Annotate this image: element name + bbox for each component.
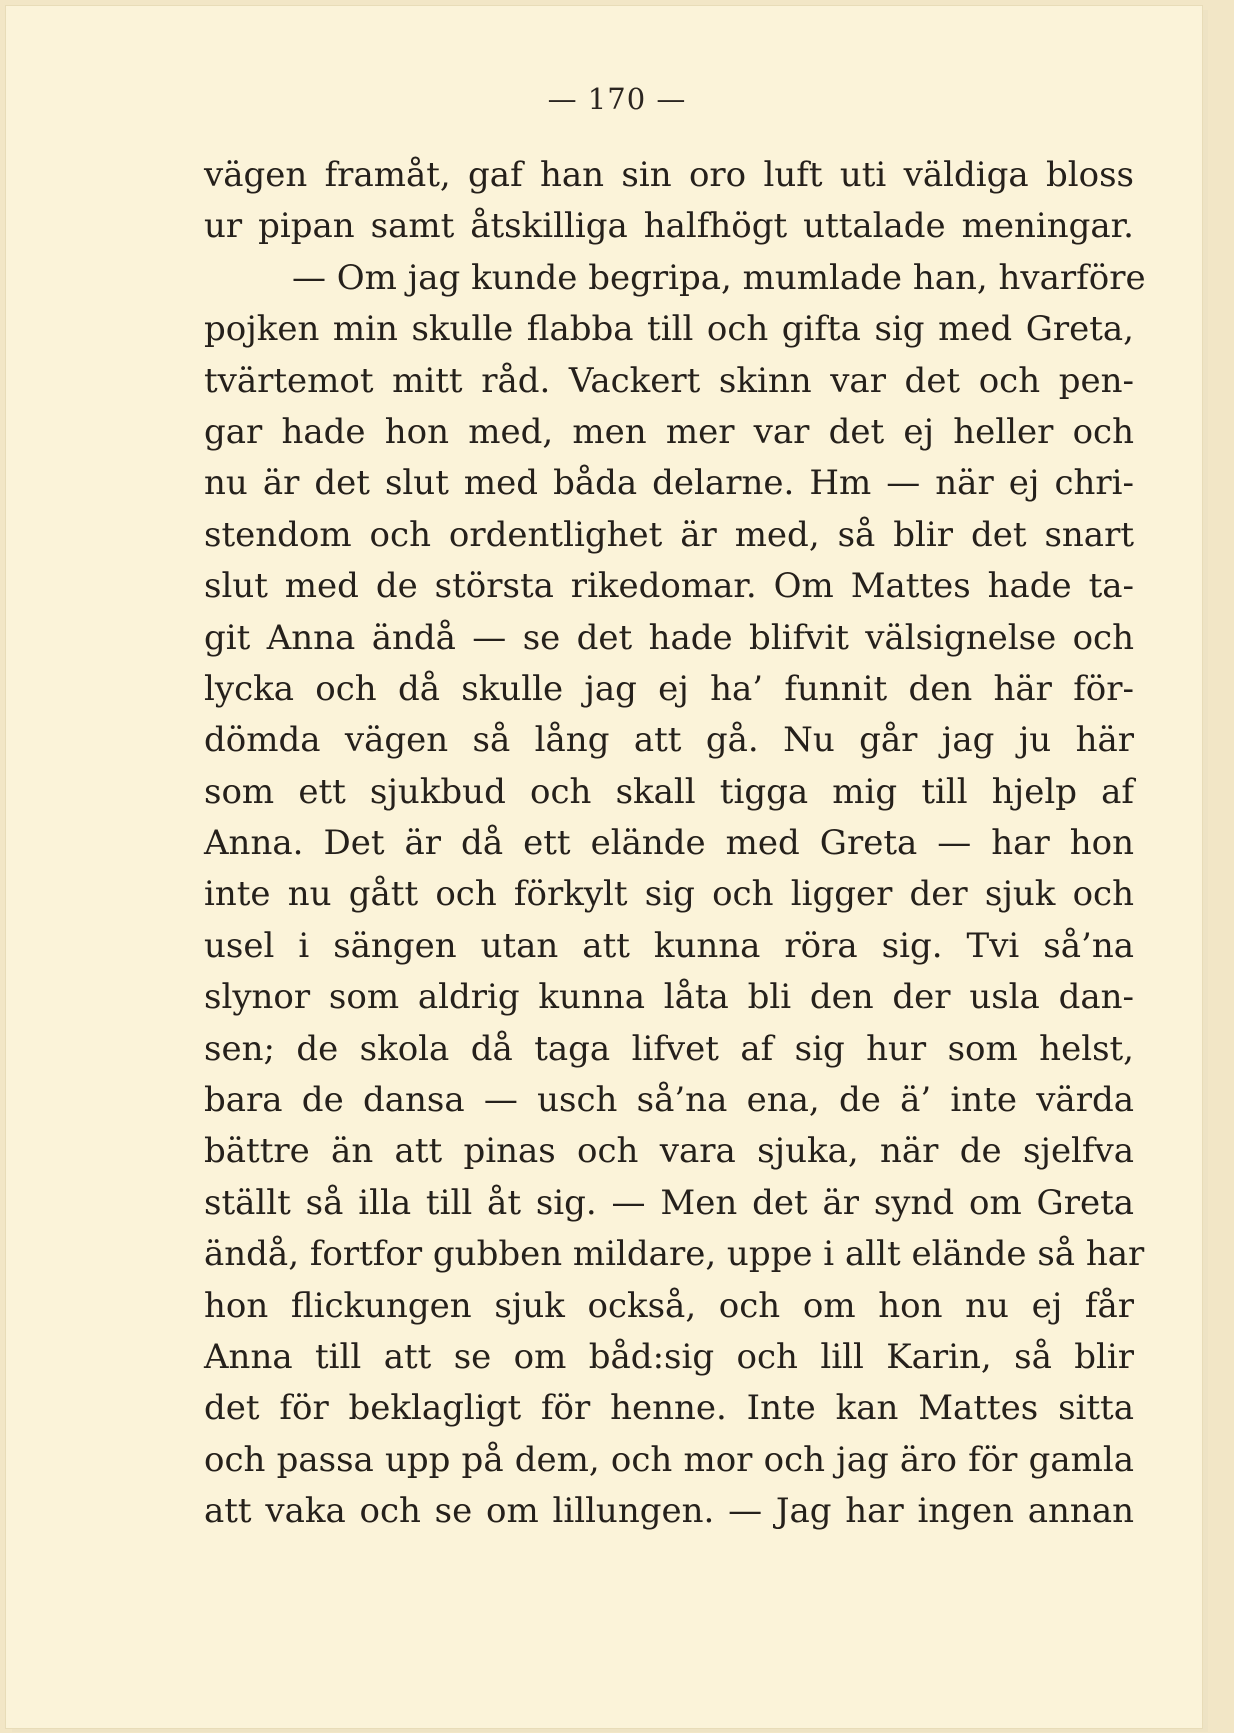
text-line: Anna. Det är då ett elände med Greta — har hon — [204, 823, 1134, 864]
text-line: sen; de skola då taga lifvet af sig hur som helst, — [204, 1028, 1134, 1069]
text-line: nu är det slut med båda delarne. Hm — när ej chri- — [204, 463, 1134, 504]
text-line: stendom och ordentlighet är med, så blir det snart — [204, 514, 1134, 555]
text-line: git Anna ändå — se det hade blifvit välsignelse och — [204, 617, 1134, 658]
text-line: vägen framåt, gaf han sin oro luft uti väldiga bloss — [204, 155, 1134, 195]
page-number: — 170 — — [547, 82, 687, 116]
text-line: ändå, fortfor gubben mildare, uppe i allt elände så har — [204, 1234, 1145, 1275]
text-line: slynor som aldrig kunna låta bli den der usla dan- — [204, 977, 1134, 1018]
text-line: och passa upp på dem, och mor och jag äro för gamla — [204, 1439, 1134, 1480]
text-line: ställt så illa till åt sig. — Men det är synd om Greta — [204, 1182, 1134, 1223]
text-line: bättre än att pinas och vara sjuka, när de sjelfva — [204, 1131, 1134, 1172]
text-line: Anna till att se om båd:sig och lill Karin, så blir — [204, 1336, 1134, 1377]
text-line: bara de dansa — usch så’na ena, de ä’ inte värda — [204, 1080, 1134, 1121]
text-line: inte nu gått och förkylt sig och ligger der sjuk och — [204, 874, 1134, 915]
text-line: — Om jag kunde begripa, mumlade han, hvarföre — [292, 257, 1146, 298]
text-line: dömda vägen så lång att gå. Nu går jag ju här — [204, 720, 1134, 761]
text-line: gar hade hon med, men mer var det ej heller och — [204, 411, 1134, 452]
text-line: usel i sängen utan att kunna röra sig. Tvi så’na — [204, 925, 1134, 966]
text-line: tvärtemot mitt råd. Vackert skinn var det och pen- — [204, 360, 1134, 401]
text-line: pojken min skulle flabba till och gifta sig med Greta, — [204, 309, 1134, 350]
text-line: slut med de största rikedomar. Om Mattes hade ta- — [204, 566, 1134, 607]
text-line: lycka och då skulle jag ej ha’ funnit den här för- — [204, 668, 1134, 709]
body-text — [204, 150, 1146, 1538]
text-line: hon flickungen sjuk också, och om hon nu ej får — [204, 1285, 1134, 1326]
text-line: det för beklagligt för henne. Inte kan Mattes sitta — [204, 1388, 1134, 1429]
text-line: att vaka och se om lillungen. — Jag har ingen annan — [204, 1491, 1134, 1532]
text-line: som ett sjukbud och skall tigga mig till hjelp af — [204, 771, 1134, 812]
text-line: ur pipan samt åtskilliga halfhögt uttalade meningar. — [204, 206, 1134, 247]
